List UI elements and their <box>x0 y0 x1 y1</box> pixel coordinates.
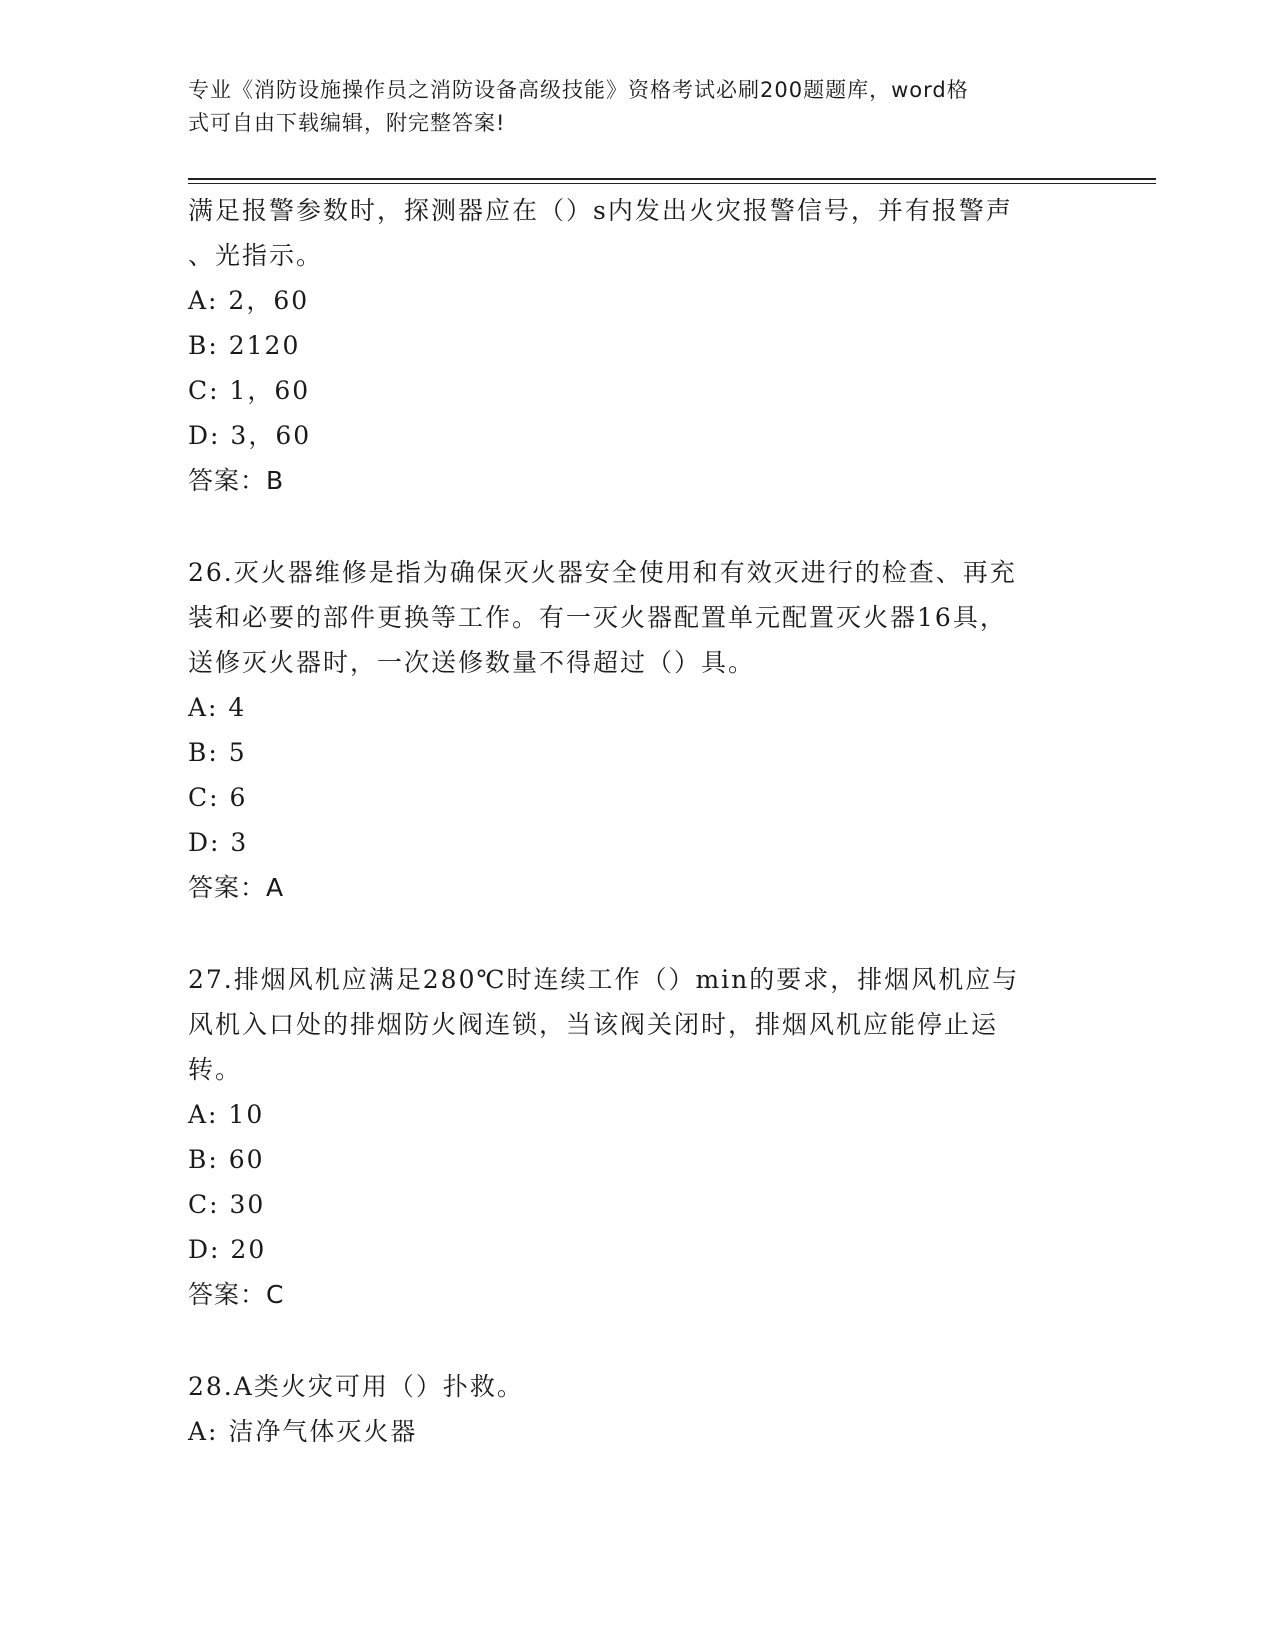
question-text: 满足报警参数时，探测器应在（）s内发出火灾报警信号，并有报警声 <box>188 196 1013 225</box>
question-spacer <box>188 503 1088 550</box>
question-text: 转。 <box>188 1055 243 1084</box>
header-line-2: 式可自由下载编辑，附完整答案! <box>188 111 506 135</box>
question-text: 、光指示。 <box>188 241 324 270</box>
question-text: 风机入口处的排烟防火阀连锁，当该阀关闭时，排烟风机应能停止运 <box>188 1010 999 1039</box>
answer-line: 答案：B <box>188 466 285 495</box>
option-b: B: 2120 <box>188 331 301 360</box>
option-c: C: 30 <box>188 1190 266 1219</box>
option-b: B: 5 <box>188 738 247 767</box>
question-item <box>188 957 1088 1317</box>
option-a: A: 2，60 <box>188 286 310 315</box>
question-list <box>188 188 1088 1454</box>
header-divider-thin <box>188 183 1156 184</box>
option-c: C: 6 <box>188 783 248 812</box>
option-a: A: 洁净气体灭火器 <box>188 1417 418 1446</box>
header-divider-thick <box>188 178 1156 180</box>
option-c: C: 1，60 <box>188 376 311 405</box>
question-spacer <box>188 1317 1088 1364</box>
header-line-1: 专业《消防设施操作员之消防设备高级技能》资格考试必刷200题题库，word格 <box>188 78 969 102</box>
question-spacer <box>188 910 1088 957</box>
question-item <box>188 550 1088 910</box>
question-text: 27.排烟风机应满足280℃时连续工作（）min的要求，排烟风机应与 <box>188 965 1020 994</box>
answer-line: 答案：A <box>188 873 285 902</box>
answer-line: 答案：C <box>188 1280 285 1309</box>
option-d: D: 3，60 <box>188 421 312 450</box>
question-text: 送修灭火器时，一次送修数量不得超过（）具。 <box>188 648 756 677</box>
question-item <box>188 188 1088 503</box>
option-d: D: 20 <box>188 1235 267 1264</box>
document-header <box>188 74 1068 140</box>
question-text: 装和必要的部件更换等工作。有一灭火器配置单元配置灭火器16具， <box>188 603 1007 632</box>
option-a: A: 10 <box>188 1100 265 1129</box>
question-text: 28.A类火灾可用（）扑救。 <box>188 1372 524 1401</box>
option-d: D: 3 <box>188 828 249 857</box>
question-item <box>188 1364 1088 1454</box>
question-text: 26.灭火器维修是指为确保灭火器安全使用和有效灭进行的检查、再充 <box>188 558 1017 587</box>
option-b: B: 60 <box>188 1145 265 1174</box>
option-a: A: 4 <box>188 693 247 722</box>
